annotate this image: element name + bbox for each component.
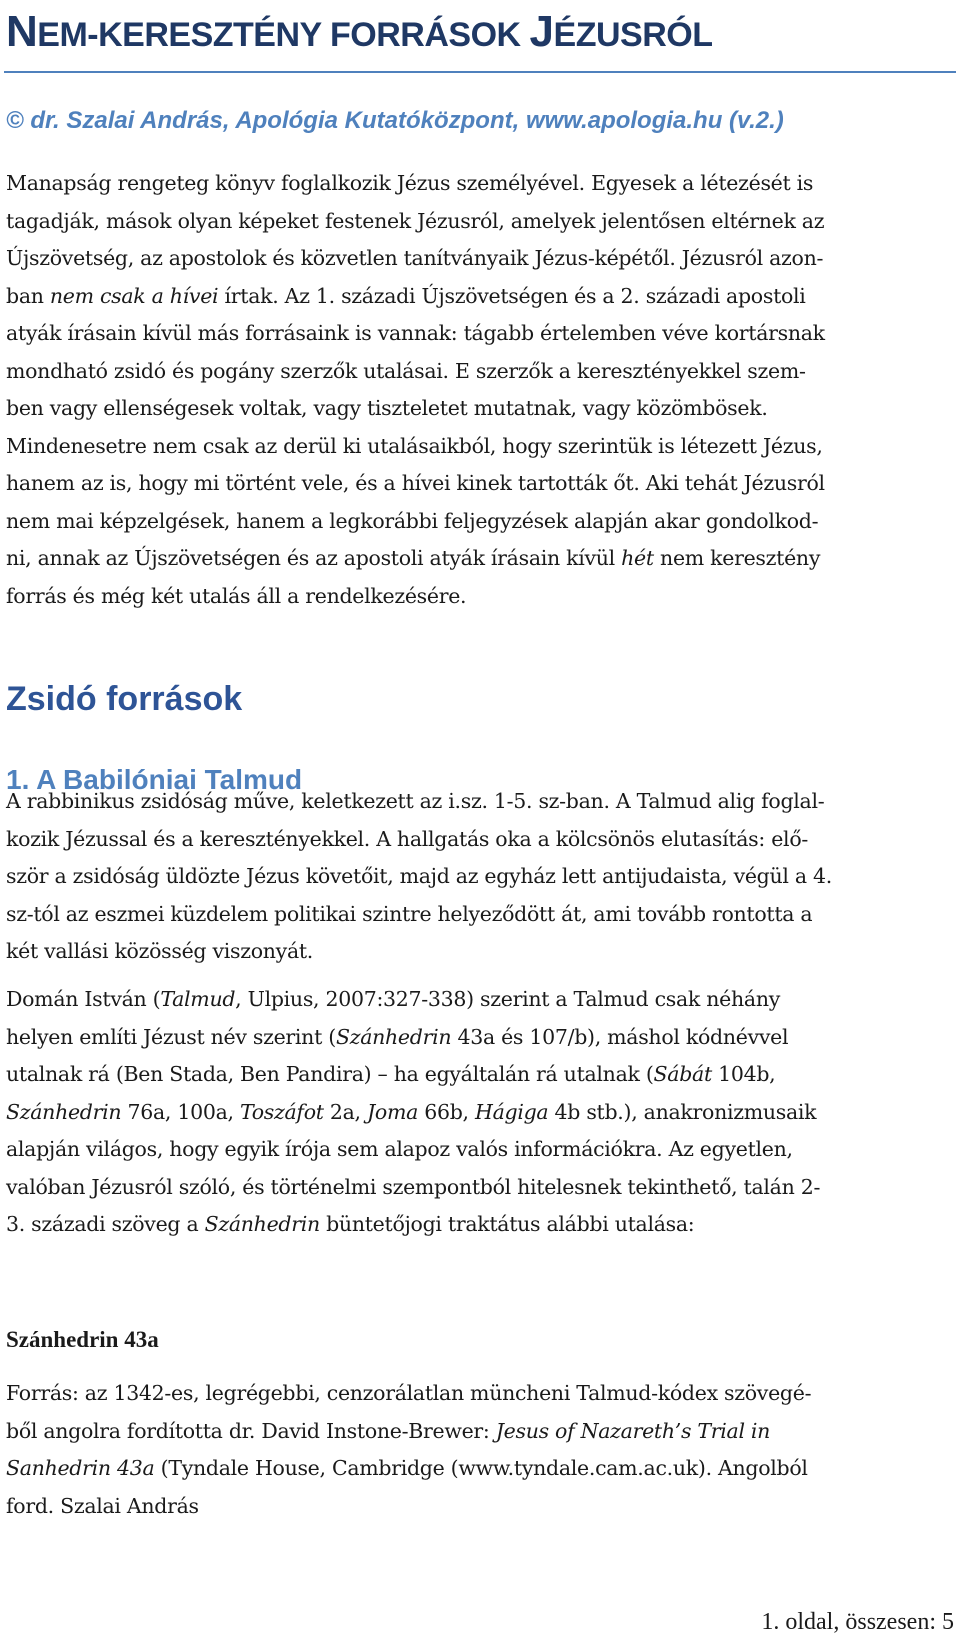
doman-text-5: 76a, 100a,	[121, 1099, 240, 1124]
title-initial-1: N	[6, 7, 38, 56]
doman-text-4: 104b,	[718, 1062, 776, 1086]
title-underline	[4, 71, 956, 73]
author-byline: © dr. Szalai András, Apológia Kutatóközpont, www.apologia.hu (v.2.)	[6, 107, 784, 134]
doman-italic-5: Toszáfot	[239, 1099, 324, 1124]
doman-italic-6: Joma	[367, 1099, 419, 1124]
doman-italic-8: Szánhedrin	[204, 1212, 320, 1236]
doman-text-8: 4b stb.), anakronizmusaik alapján világos, hogy egyik írója sem alapoz valós információkra. Az egyetlen, valóban Jézusról szóló, és történelmi szempontból hitelesnek tekinthető, talán 2- 3. századi szöveg a	[6, 1099, 821, 1236]
doman-text-3: 43a és 107/b), máshol kódnévvel utalnak rá (Ben Stada, Ben Pandira) – ha egyáltalán rá utalnak (	[6, 1024, 789, 1086]
intro-text-3: nem keresztény forrás és még két utalás áll a rendelkezésére.	[6, 546, 821, 608]
intro-text-2: írtak. Az 1. századi Újszövetségen és a 2. századi apostoli atyák írásain kívül más forrásaink is vannak: tágabb értelemben véve kortársnak mondható zsidó és pogány szerzők utalásai. E szerzők a keresztényekkel szem- ben vagy ellenségesek voltak, vagy tiszteletet mutatnak, vagy közömbösek. Mindenesetre nem csak az derül ki utalásaikból, hogy szerintük is létezett Jézus, hanem az is, hogy mi történt vele, és a hívei kinek tartották őt. Aki tehát Jézusról nem mai képzelgések, hanem a legkorábbi feljegyzések alapján akar gondolkod- ni, annak az Újszövetségen és az apostoli atyák írásain kívül	[6, 283, 825, 570]
intro-italic-2: hét	[621, 546, 654, 570]
source-text-2: (Tyndale House, Cambridge (www.tyndale.cam.ac.uk). Angolból ford. Szalai András	[6, 1456, 808, 1518]
page-footer: 1. oldal, összesen: 5	[761, 1609, 954, 1635]
source-italic-1: Jesus of Nazareth’s Trial in Sanhedrin 43a	[6, 1418, 771, 1480]
title-rest-2: ÉZUSRÓL	[553, 16, 713, 54]
doman-text-1: Domán István (	[6, 987, 161, 1011]
heading-babylonian-talmud: 1. A Babilóniai Talmud	[6, 764, 303, 795]
doman-text-7: 66b,	[418, 1099, 475, 1124]
title-initial-2: J	[529, 7, 554, 56]
doman-italic-1: Talmud	[160, 987, 236, 1011]
doman-italic-7: Hágiga	[475, 1099, 549, 1124]
doman-italic-2: Szánhedrin	[335, 1024, 452, 1049]
doman-text-6: 2a,	[323, 1099, 367, 1124]
heading-sanhedrin-43a: Szánhedrin 43a	[6, 1327, 159, 1352]
intro-italic-1: nem csak a hívei	[49, 283, 219, 308]
doman-paragraph	[6, 981, 950, 1244]
document-title	[6, 4, 712, 63]
talmud-paragraph: A rabbinikus zsidóság műve, keletkezett az i.sz. 1-5. sz-ban. A Talmud alig foglal- kozik Jézussal és a keresztényekkel. A hallgatás oka a kölcsönös elutasítás: elő- ször a zsidóság üldözte Jézus követőit, majd az egyház lett antijudaista, végül a 4. sz-tól az eszmei küzdelem politikai szintre helyeződött át, ami tovább rontotta a két vallási közösség viszonyát.	[6, 789, 832, 963]
intro-paragraph	[6, 165, 950, 615]
source-paragraph	[6, 1375, 950, 1525]
doman-text-2: , Ulpius, 2007:327-338) szerint a Talmud csak néhány helyen említi Jézust név szerint (	[6, 987, 780, 1049]
heading-jewish-sources: Zsidó források	[6, 680, 243, 718]
doman-italic-3: Sábát	[653, 1062, 712, 1086]
intro-text-1: Manapság rengeteg könyv foglalkozik Jézus személyével. Egyesek a létezését is tagadják, mások olyan képeket festenek Jézusról, amelyek jelentősen eltérnek az Újszövetség, az apostolok és közvetlen tanítványaik Jézus-képétől. Jézusról azon- ban	[6, 171, 825, 308]
doman-text-9: büntetőjogi traktátus alábbi utalása:	[319, 1212, 695, 1236]
title-rest-1: EM-KERESZTÉNY FORRÁSOK	[37, 16, 530, 54]
source-text-1: Forrás: az 1342-es, legrégebbi, cenzorálatlan müncheni Talmud-kódex szövegé- ből angolra fordította dr. David Instone-Brewer:	[6, 1381, 812, 1443]
doman-italic-4: Szánhedrin	[6, 1099, 122, 1124]
